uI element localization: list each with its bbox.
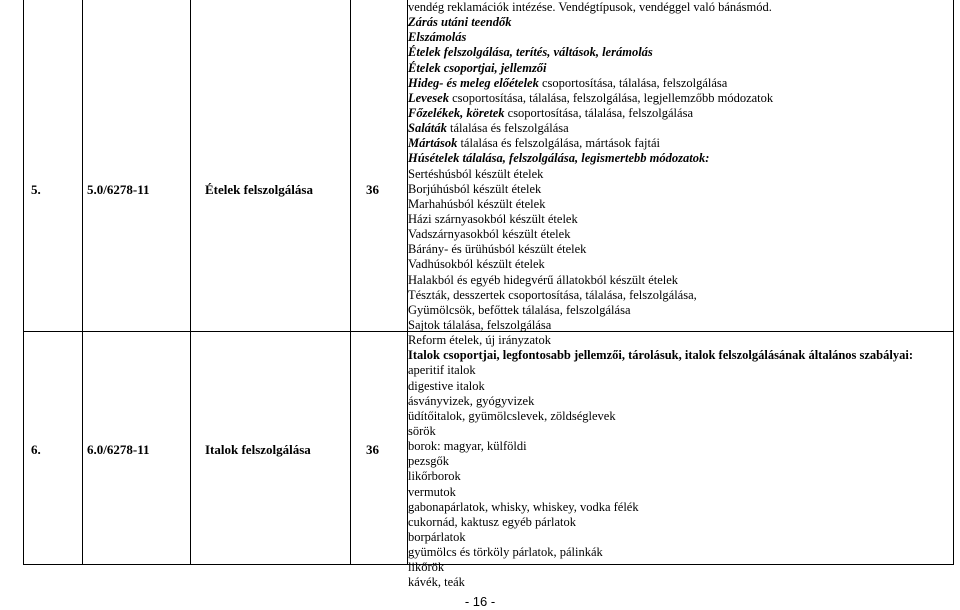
- content-text: cukornád, kaktusz egyéb párlatok: [408, 514, 576, 529]
- content-line: [408, 515, 953, 530]
- content-line: [408, 530, 953, 545]
- content-text: Ételek felszolgálása, terítés, váltások, lerámolás: [408, 45, 653, 60]
- content-line: [408, 439, 953, 454]
- content-line: [408, 197, 953, 212]
- row-number: 5.: [31, 182, 41, 197]
- content-line: [408, 273, 953, 288]
- content-text: Mártások: [408, 136, 458, 151]
- module-code: 6.0/6278-11: [87, 442, 150, 457]
- content-line: [408, 182, 953, 197]
- content-line: [408, 560, 953, 575]
- content-text: üdítőitalok, gyümölcslevek, zöldséglevek: [408, 408, 616, 423]
- content-text: sörök: [408, 423, 436, 438]
- content-text: csoportosítása, tálalása, felszolgálása: [504, 105, 693, 120]
- subject-title: Ételek felszolgálása: [205, 182, 313, 197]
- content-line: [408, 30, 953, 45]
- content-line: [408, 91, 953, 106]
- content-line: [408, 212, 953, 227]
- content-line: [408, 318, 953, 333]
- content-text: vendég reklamációk intézése. Vendégtípusok, vendéggel való bánásmód.: [408, 0, 772, 14]
- content-line: [408, 106, 953, 121]
- content-line: [408, 348, 953, 363]
- module-code: 5.0/6278-11: [87, 182, 150, 197]
- content-text: Italok csoportjai, legfontosabb jellemzői, tárolásuk, italok felszolgálásának általános szabályai:: [408, 348, 913, 363]
- content-line: [408, 409, 953, 424]
- content-text: Házi szárnyasokból készült ételek: [408, 211, 578, 226]
- content-text: Zárás utáni teendők: [408, 15, 512, 30]
- content-text: kávék, teák: [408, 575, 465, 590]
- content-text: Elszámolás: [408, 30, 467, 45]
- content-text: Bárány- és ürühúsból készült ételek: [408, 242, 587, 257]
- content-text: Halakból és egyéb hidegvérű állatokból készült ételek: [408, 272, 679, 287]
- content-line: [408, 288, 953, 303]
- content-line: [408, 167, 953, 182]
- content-text: Hideg- és meleg előételek: [408, 75, 539, 90]
- content-line: [408, 45, 953, 60]
- content-text: pezsgők: [408, 454, 449, 469]
- content-text: Tészták, desszertek csoportosítása, tálalása, felszolgálása,: [408, 287, 697, 302]
- content-text: csoportosítása, tálalása, felszolgálása, legjellemzőbb módozatok: [448, 90, 774, 105]
- subject-title: Italok felszolgálása: [205, 442, 311, 457]
- content-text: Vadhúsokból készült ételek: [408, 257, 545, 272]
- content-text: Saláták: [408, 121, 447, 136]
- content-text: likőrök: [408, 560, 445, 575]
- content-text: gabonapárlatok, whisky, whiskey, vodka félék: [408, 499, 639, 514]
- content-line: [408, 76, 953, 91]
- content-text: Gyümölcsök, befőttek tálalása, felszolgálása: [408, 302, 631, 317]
- content-text: gyümölcs és törköly párlatok, pálinkák: [408, 545, 603, 560]
- content-text: aperitif italok: [408, 363, 476, 378]
- content-text: Főzelékek, köretek: [408, 105, 505, 120]
- content-line: [408, 469, 953, 484]
- content-text: Sajtok tálalása, felszolgálása: [408, 317, 552, 332]
- content-line: [408, 485, 953, 500]
- content-line: [408, 424, 953, 439]
- content-line: [408, 257, 953, 272]
- content-text: csoportosítása, tálalása, felszolgálása: [538, 75, 728, 90]
- content-line: [408, 545, 953, 560]
- content-text: Ételek csoportjai, jellemzői: [408, 60, 547, 75]
- content-text: Levesek: [408, 90, 449, 105]
- content-line: [408, 363, 953, 378]
- content-line: [408, 575, 953, 590]
- content-text: Marhahúsból készült ételek: [408, 196, 546, 211]
- column-divider: [190, 0, 191, 564]
- row-number: 6.: [31, 442, 41, 457]
- content-text: vermutok: [408, 484, 456, 499]
- content-column: [408, 0, 953, 590]
- content-line: [408, 454, 953, 469]
- content-line: [408, 242, 953, 257]
- page-number: - 16 -: [464, 594, 496, 609]
- content-text: borok: magyar, külföldi: [408, 439, 527, 454]
- content-text: Reform ételek, új irányzatok: [408, 333, 551, 348]
- content-line: [408, 227, 953, 242]
- content-text: borpárlatok: [408, 529, 466, 544]
- content-line: [408, 61, 953, 76]
- content-line: [408, 121, 953, 136]
- content-text: likőrborok: [408, 469, 461, 484]
- column-divider: [82, 0, 83, 564]
- content-line: [408, 303, 953, 318]
- content-text: Vadszárnyasokból készült ételek: [408, 227, 571, 242]
- content-text: Húsételek tálalása, felszolgálása, legismertebb módozatok:: [408, 151, 710, 166]
- content-line: [408, 0, 953, 15]
- content-text: digestive italok: [408, 378, 485, 393]
- column-divider: [350, 0, 351, 564]
- content-line: [408, 136, 953, 151]
- content-line: [408, 379, 953, 394]
- content-text: tálalása és felszolgálása, mártások fajtái: [457, 136, 661, 151]
- content-line: [408, 151, 953, 166]
- content-text: tálalása és felszolgálása: [446, 121, 569, 136]
- content-text: Borjúhúsból készült ételek: [408, 181, 542, 196]
- content-text: ásványvizek, gyógyvizek: [408, 393, 535, 408]
- content-line: [408, 500, 953, 515]
- hours-value: 36: [366, 182, 379, 197]
- content-text: Sertéshúsból készült ételek: [408, 166, 544, 181]
- hours-value: 36: [366, 442, 379, 457]
- content-line: [408, 394, 953, 409]
- content-line: [408, 15, 953, 30]
- content-line: [408, 333, 953, 348]
